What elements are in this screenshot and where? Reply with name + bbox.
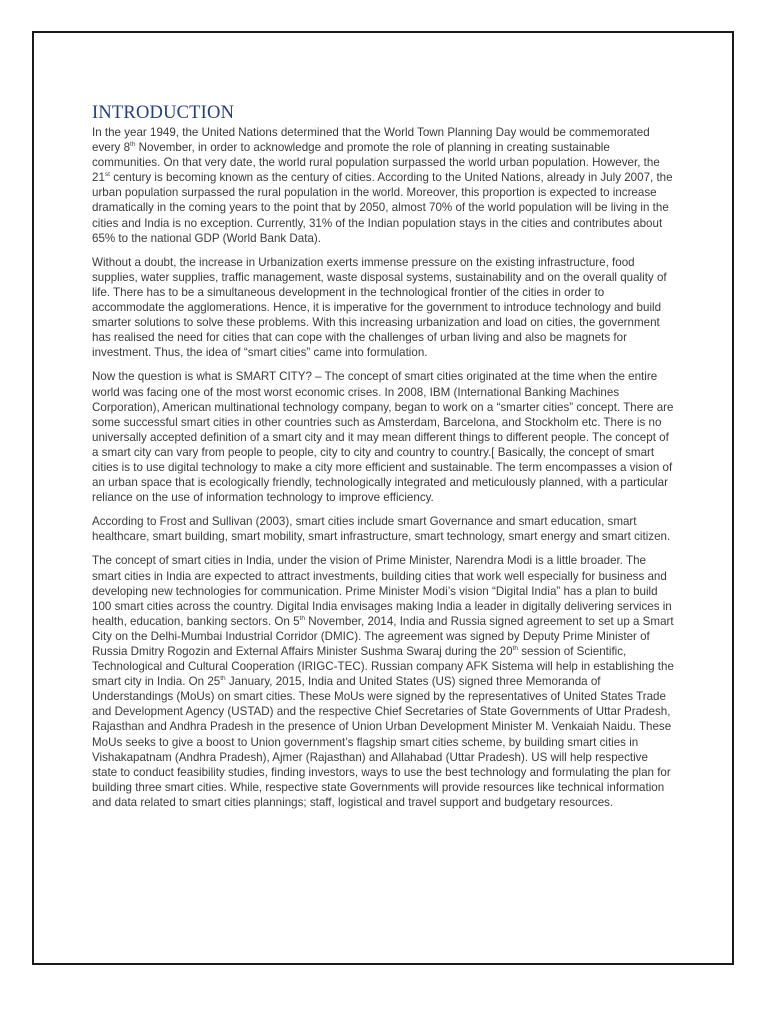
p5-sup-b: th [512,645,518,652]
p1-text-c: century is becoming known as the century of cities. According to the United Nations, already in July 2007, the urban population surpassed the rural population in the world. Moreover, this proportion is expected to increase dramatically in the coming years to the point that by 2050, almost 70% of the world population will be living in the cities and India is no exception. Currently, 31% of the Indian population stays in the cities and contributes about 65% to the national GDP (World Bank Data). [92,171,673,245]
p1-text-a: In the year 1949, the United Nations determined that the World Town Planning Day would be commemorated every 8 [92,126,650,155]
paragraph-1 [92,125,674,246]
paragraph-5 [92,553,674,810]
document-body [92,102,674,819]
p5-sup-c: th [220,675,226,683]
paragraph-3: Now the question is what is SMART CITY? – The concept of smart cities originated at the time when the entire world was facing one of the most worst economic crises. In 2008, IBM (International Banking Machines Corporation), American multinational technology company, began to work on a “smarter cities” concept. There are some successful smart cities in other countries such as Amsterdam, Barcelona, and Stockholm etc. There is no universally accepted definition of a smart city and it may mean different things to different people. The concept of a smart city can vary from people to people, city to city and country to country.[ Basically, the concept of smart cities is to use digital technology to make a city more efficient and sustainable. The term encompasses a vision of an urban space that is ecologically friendly, technologically integrated and meticulously planned, with a particular reliance on the use of information technology to improve efficiency. [92,370,674,505]
p1-sup-b: st [104,171,110,179]
paragraph-2: Without a doubt, the increase in Urbanization exerts immense pressure on the existing infrastructure, food supplies, water supplies, traffic management, waste disposal systems, sustainability and on the overall quality of life. There has to be a simultaneous development in the technological frontier of the cities in order to accommodate the agglomerations. Hence, it is imperative for the government to introduce technology and build smarter solutions to solve these problems. With this increasing urbanization and load on cities, the government has realised the need for cities that can cope with the challenges of urban living and also be magnets for investment. Thus, the idea of “smart cities” came into formulation. [92,255,667,360]
p1-text-b: November, in order to acknowledge and promote the role of planning in creating sustainable communities. On that very date, the world rural population surpassed the world urban population. However, the 21 [92,141,660,185]
p1-sup-a: th [130,141,136,149]
p5-text-a: The concept of smart cities in India, under the vision of Prime Minister, Narendra Modi is a little broader. The smart cities in India are expected to attract investments, building cities that work well especially for business and developing new technologies for communication. Prime Minister Modi’s vision “Digital India” has a plan to build 100 smart cities across the country. Digital India envisages making India a leader in digitally delivering services in health, education, banking sectors. On 5 [92,554,672,628]
paragraph-4: According to Frost and Sullivan (2003), smart cities include smart Governance and smart education, smart healthcare, smart building, smart mobility, smart infrastructure, smart technology, smart energy and smart citizen. [92,515,671,544]
p5-text-b: November, 2014, India and Russia signed agreement to set up a Smart City on the Delhi-Mumbai Industrial Corridor (DMIC). The agreement was signed by Deputy Prime Minister of Russia Dmitry Rogozin and External Affairs Minister Sushma Swaraj during the 20 [92,614,674,658]
p5-sup-a: th [299,614,305,622]
p5-text-c: session of Scientific, Technological and Cultural Cooperation (IRIGC-TEC). Russian company AFK Sistema will help in establishing the smart city in India. On 25 [92,645,674,689]
p5-text-d: January, 2015, India and United States (US) signed three Memoranda of Understandings (MoUs) on smart cities. These MoUs were signed by the representatives of United States Trade and Development Agency (USTAD) and the respective Chief Secretaries of State Governments of Uttar Pradesh, Rajasthan and Andhra Pradesh in the presence of Union Urban Development Minister M. Venkaiah Naidu. These MoUs seeks to give a boost to Union government’s flagship smart cities scheme, by building smart cities in Vishakapatnam (Andhra Pradesh), Ajmer (Rajasthan) and Allahabad (Uttar Pradesh). US will help respective state to conduct feasibility studies, finding investors, ways to use the best technology and formulating the plan for building three smart cities. While, respective state Governments will provide resources like technical information and data related to smart cities plannings; staff, logistical and travel support and budgetary resources. [92,675,672,809]
section-heading: INTRODUCTION [92,103,235,123]
